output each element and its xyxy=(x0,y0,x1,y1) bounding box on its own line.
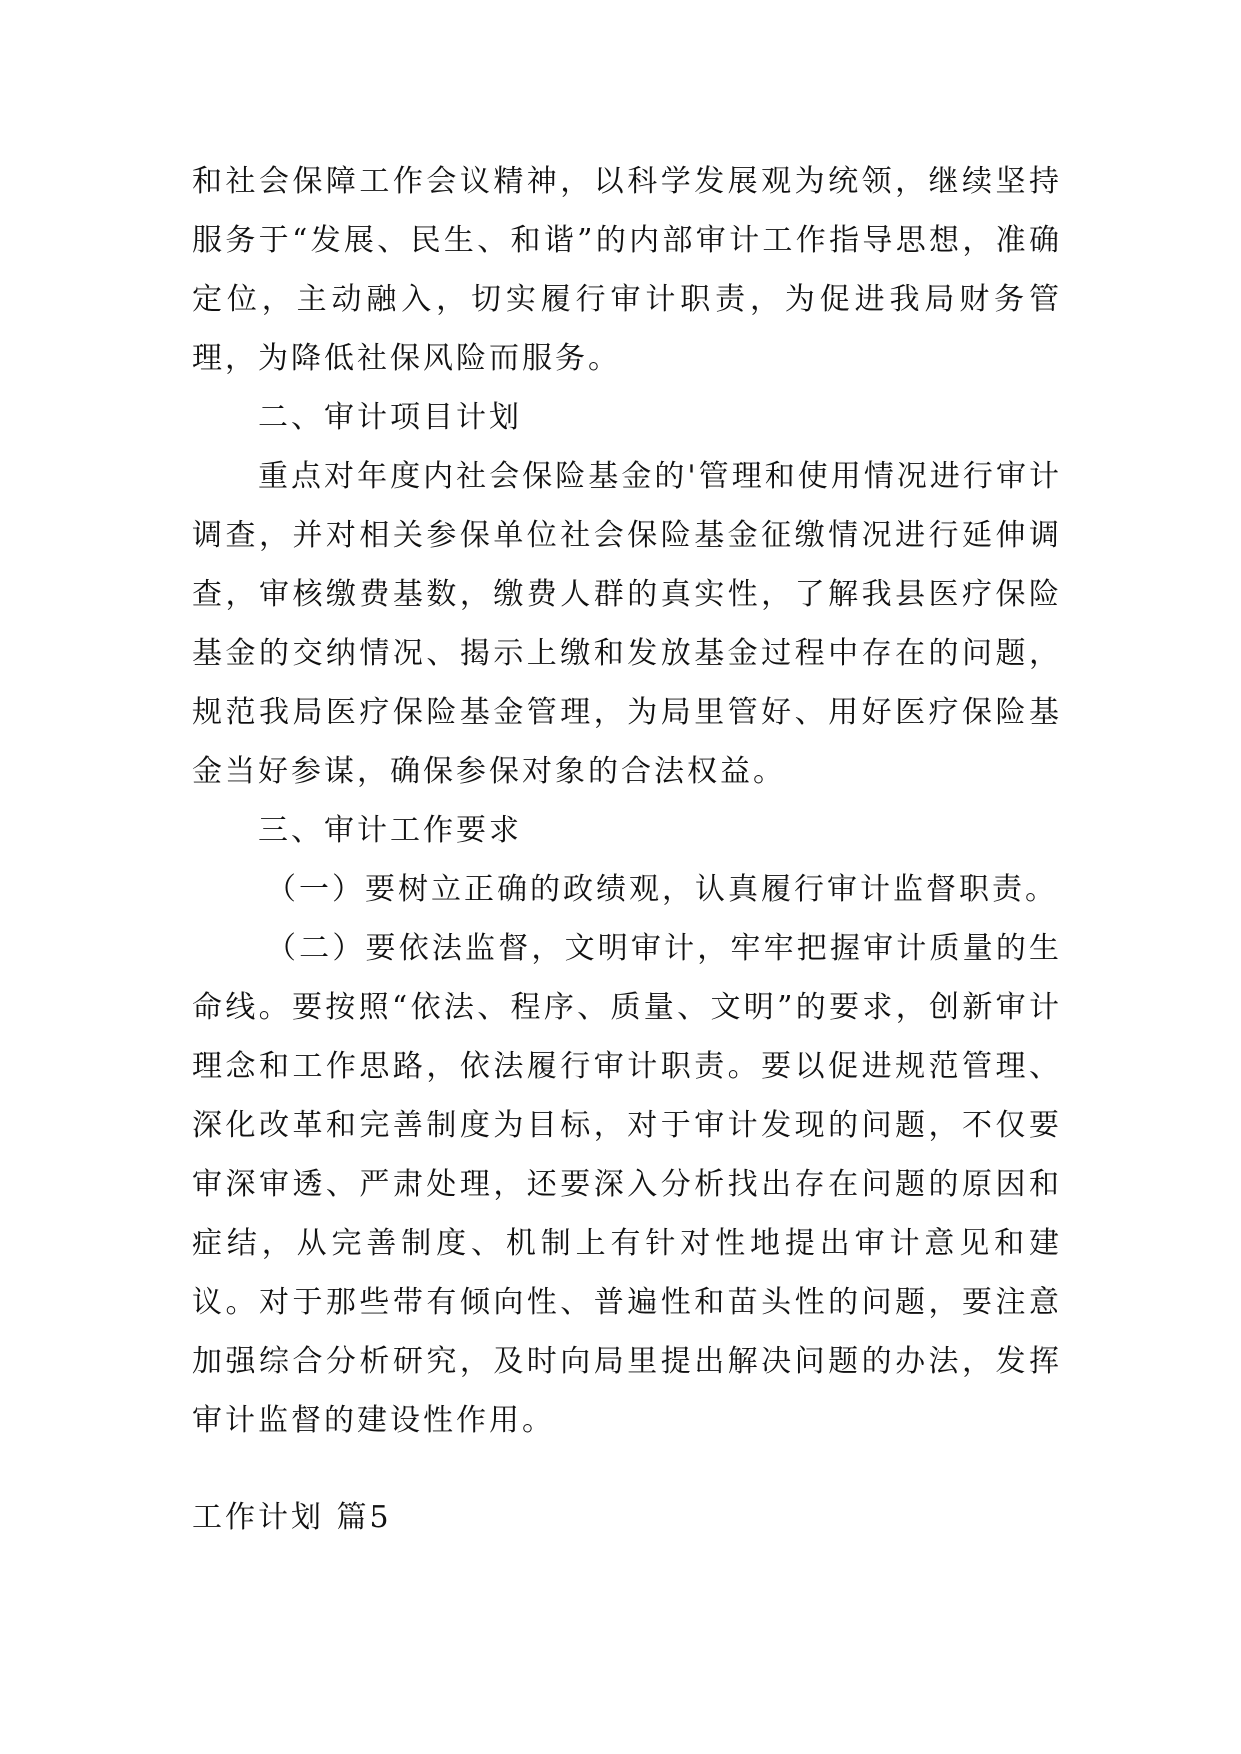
paragraph-continuation: 和社会保障工作会议精神，以科学发展观为统领，继续坚持服务于“发展、民生、和谐”的内部审计工作指导思想，准确定位，主动融入，切实履行审计职责，为促进我局财务管理，为降低社保风险而服务。 xyxy=(192,164,1062,376)
paragraph-requirement-1: （一）要树立正确的政绩观，认真履行审计监督职责。 xyxy=(266,872,1058,907)
section-title: 工作计划 篇5 xyxy=(192,1500,392,1535)
paragraph-requirement-2: （二）要依法监督，文明审计，牢牢把握审计质量的生命线。要按照“依法、程序、质量、文明”的要求，创新审计理念和工作思路，依法履行审计职责。要以促进规范管理、深化改革和完善制度为目标，对于审计发现的问题，不仅要审深审透、严肃处理，还要深入分析找出存在问题的原因和症结，从完善制度、机制上有针对性地提出审计意见和建议。对于那些带有倾向性、普遍性和苗头性的问题，要注意加强综合分析研究，及时向局里提出解决问题的办法，发挥审计监督的建设性作用。 xyxy=(192,931,1062,1438)
paragraph-audit-focus: 重点对年度内社会保险基金的'管理和使用情况进行审计调查，并对相关参保单位社会保险基金征缴情况进行延伸调查，审核缴费基数，缴费人群的真实性，了解我县医疗保险基金的交纳情况、揭示上缴和发放基金过程中存在的问题，规范我局医疗保险基金管理，为局里管好、用好医疗保险基金当好参谋，确保参保对象的合法权益。 xyxy=(192,459,1062,789)
heading-audit-project-plan: 二、审计项目计划 xyxy=(258,400,522,435)
document-body xyxy=(192,152,1062,1450)
heading-audit-requirements: 三、审计工作要求 xyxy=(258,813,522,848)
